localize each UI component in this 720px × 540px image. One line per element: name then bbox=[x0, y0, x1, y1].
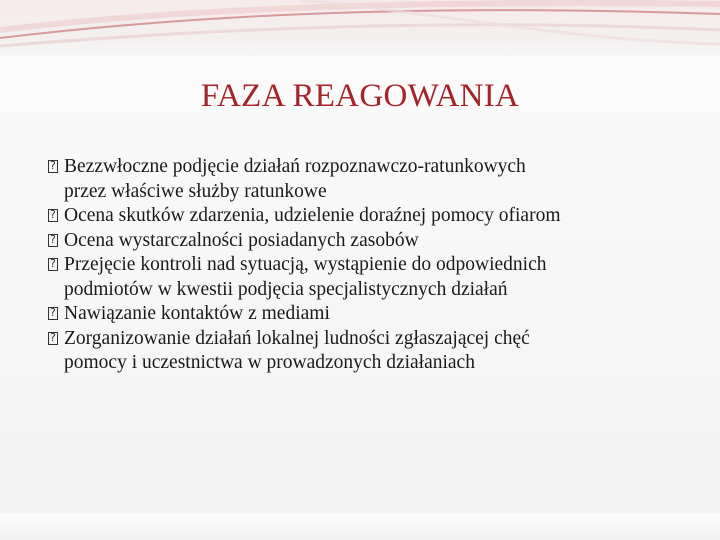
bullet-item bbox=[48, 327, 698, 376]
bullet-item bbox=[48, 302, 698, 327]
bullet-text-continued: pomocy i uczestnictwa w prowadzonych działaniach bbox=[64, 352, 475, 373]
bullet-item bbox=[48, 155, 698, 204]
bullet-text: Ocena skutków zdarzenia, udzielenie doraźnej pomocy ofiarom bbox=[64, 205, 561, 226]
decorative-header-band bbox=[0, 0, 720, 56]
bullet-text-continued: przez właściwe służby ratunkowe bbox=[64, 180, 327, 202]
bullet-text: Ocena wystarczalności posiadanych zasobów bbox=[64, 229, 419, 251]
slide-title: FAZA REAGOWANIA bbox=[200, 78, 520, 114]
decorative-footer-band bbox=[0, 514, 720, 540]
bullet-list bbox=[48, 155, 698, 376]
missing-glyph-icon bbox=[48, 332, 58, 345]
missing-glyph-icon bbox=[48, 209, 58, 222]
bullet-text: Przejęcie kontroli nad sytuacją, wystąpienie do odpowiednich bbox=[64, 254, 547, 275]
missing-glyph-icon bbox=[48, 307, 58, 320]
missing-glyph-icon bbox=[48, 160, 58, 173]
bullet-text: Nawiązanie kontaktów z mediami bbox=[64, 303, 330, 324]
missing-glyph-icon bbox=[48, 258, 58, 271]
bullet-item bbox=[48, 229, 698, 254]
bullet-text: Bezzwłoczne podjęcie działań rozpoznawczo-ratunkowych bbox=[64, 156, 526, 177]
bullet-item bbox=[48, 253, 698, 302]
bullet-text-continued: podmiotów w kwestii podjęcia specjalistycznych działań bbox=[64, 278, 508, 300]
bullet-item bbox=[48, 204, 698, 229]
missing-glyph-icon bbox=[48, 234, 58, 247]
bullet-text: Zorganizowanie działań lokalnej ludności zgłaszającej chęć bbox=[64, 327, 530, 349]
header-wave-decoration bbox=[0, 0, 720, 56]
